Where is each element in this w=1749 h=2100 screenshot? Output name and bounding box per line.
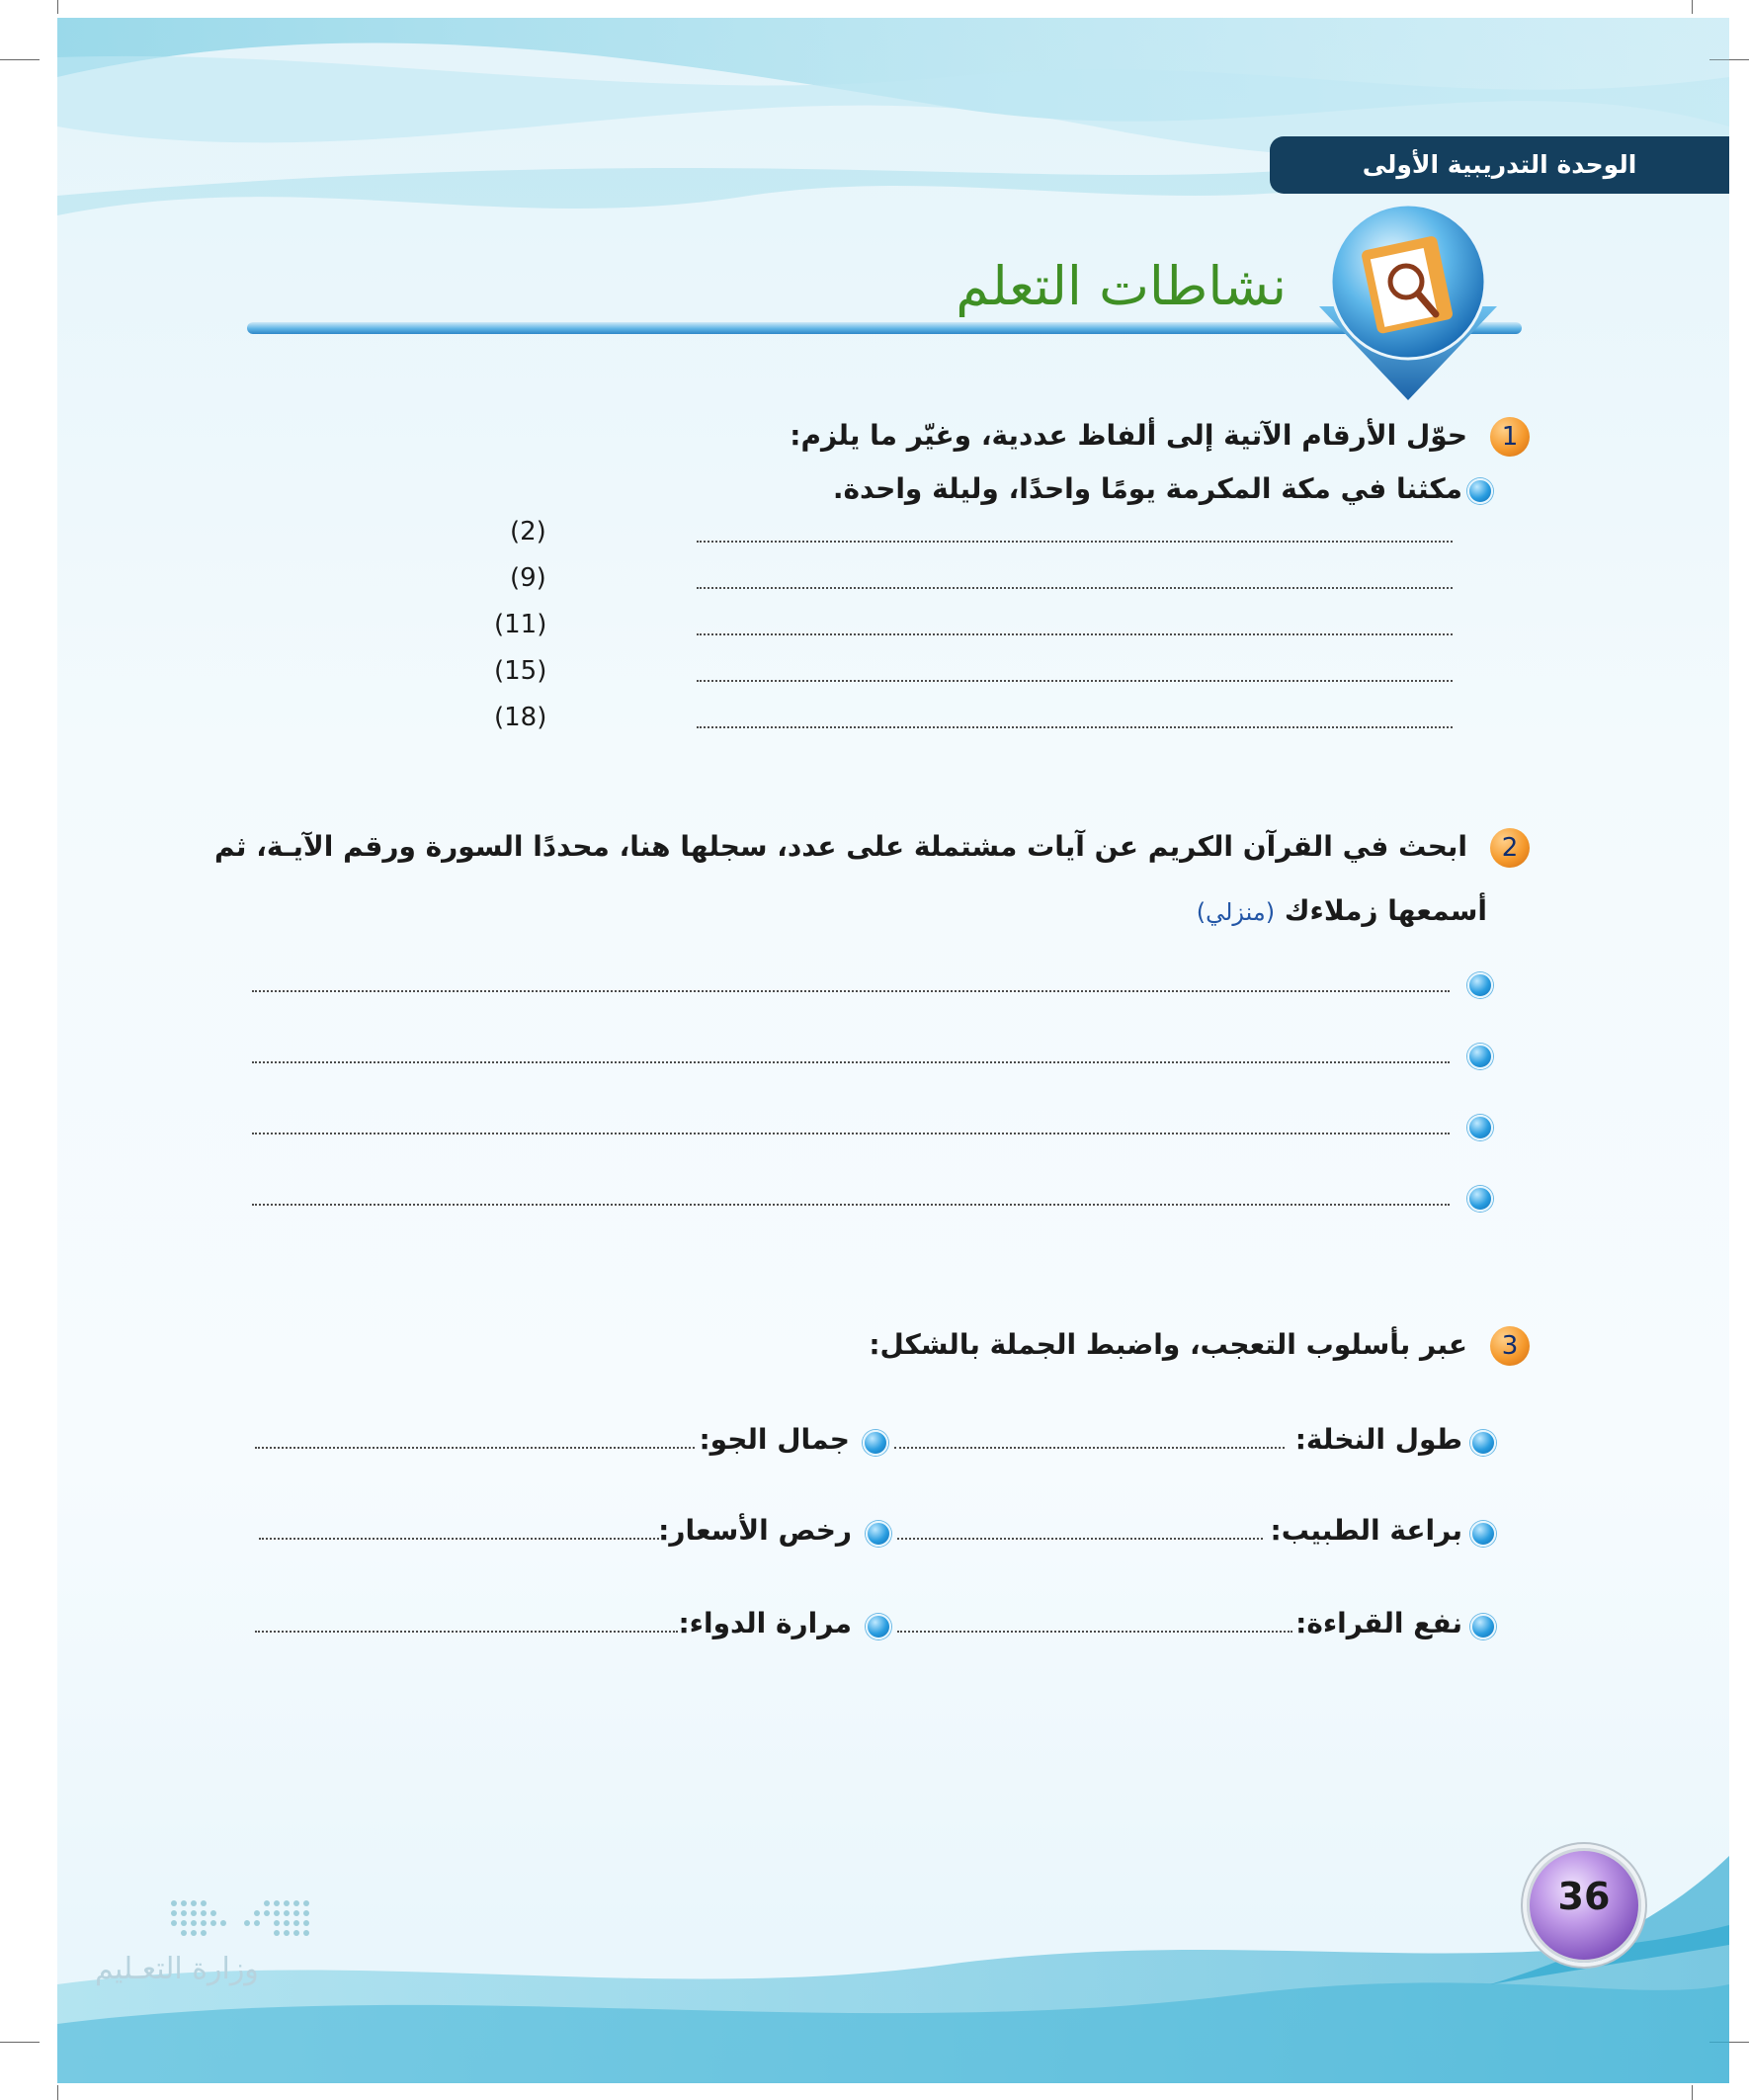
number-2: (2): [510, 517, 546, 546]
answer-line[interactable]: [252, 1061, 1450, 1063]
answer-line[interactable]: [697, 633, 1453, 635]
homework-note: (منزلي): [1196, 898, 1276, 926]
crop-mark: [1692, 2085, 1693, 2100]
bullet-icon: [1467, 972, 1493, 998]
bullet-icon: [866, 1614, 891, 1639]
number-15: (15): [494, 656, 547, 686]
page-number-badge: [1527, 1848, 1641, 1963]
bullet-icon: [863, 1430, 888, 1456]
bullet-icon: [1467, 1044, 1493, 1069]
answer-line[interactable]: [697, 726, 1453, 728]
question-3-instruction: عبر بأسلوب التعجب، واضبط الجملة بالشكل:: [869, 1328, 1467, 1361]
item-medicine-bitterness: مرارة الدواء:: [678, 1607, 852, 1639]
bullet-icon: [1467, 478, 1493, 504]
answer-line[interactable]: [894, 1447, 1285, 1449]
item-weather-beauty: جمال الجو:: [699, 1423, 850, 1456]
crop-mark: [1692, 0, 1693, 14]
bullet-icon: [1467, 1115, 1493, 1140]
ministry-logo-icon: [168, 1895, 326, 1945]
page-number: 36: [1557, 1875, 1611, 1918]
question-2-instruction: ابحث في القرآن الكريم عن آيات مشتملة على عدد، سجلها هنا، محددًا السورة ورقم الآيـة، ثم: [213, 830, 1467, 863]
answer-line[interactable]: [697, 680, 1453, 682]
answer-line[interactable]: [252, 990, 1450, 992]
bullet-icon: [1470, 1521, 1496, 1547]
question-1-sentence: مكثنا في مكة المكرمة يومًا واحدًا، وليلة واحدة.: [832, 472, 1462, 505]
crop-mark: [57, 0, 58, 14]
crop-mark: [0, 2042, 40, 2043]
question-number-2: 2: [1490, 828, 1530, 868]
question-2-line2-text: أسمعها زملاءك: [1284, 894, 1487, 927]
answer-line[interactable]: [259, 1538, 659, 1540]
answer-line[interactable]: [697, 587, 1453, 589]
question-2-instruction-line2: [1197, 894, 1487, 927]
answer-line[interactable]: [697, 541, 1453, 543]
answer-line[interactable]: [255, 1631, 678, 1633]
question-number-3: 3: [1490, 1326, 1530, 1366]
bullet-icon: [1470, 1430, 1496, 1456]
item-reading-benefit: نفع القراءة:: [1295, 1607, 1462, 1639]
number-11: (11): [494, 610, 547, 639]
section-title: نشاطات التعلم: [956, 255, 1287, 317]
ministry-name: وزارة التعـليم: [95, 1952, 259, 1986]
bullet-icon: [866, 1521, 891, 1547]
crop-mark: [0, 59, 40, 60]
unit-tab: الوحدة التدريبية الأولى: [1270, 136, 1729, 194]
bullet-icon: [1470, 1614, 1496, 1639]
number-18: (18): [494, 703, 547, 732]
answer-line[interactable]: [897, 1538, 1263, 1540]
question-1-instruction: حوّل الأرقام الآتية إلى ألفاظ عددية، وغيّر ما يلزم:: [790, 419, 1467, 452]
bullet-icon: [1467, 1186, 1493, 1212]
answer-line[interactable]: [252, 1204, 1450, 1206]
item-palm-height: طول النخلة:: [1294, 1423, 1462, 1456]
answer-line[interactable]: [252, 1133, 1450, 1134]
answer-line[interactable]: [255, 1447, 695, 1449]
magnifier-folder-icon: [1309, 198, 1507, 405]
crop-mark: [57, 2085, 58, 2100]
number-9: (9): [510, 563, 546, 593]
question-number-1: 1: [1490, 417, 1530, 457]
item-doctor-skill: براعة الطبيب:: [1270, 1514, 1462, 1547]
item-low-prices: رخص الأسعار:: [658, 1514, 852, 1547]
answer-line[interactable]: [897, 1631, 1292, 1633]
